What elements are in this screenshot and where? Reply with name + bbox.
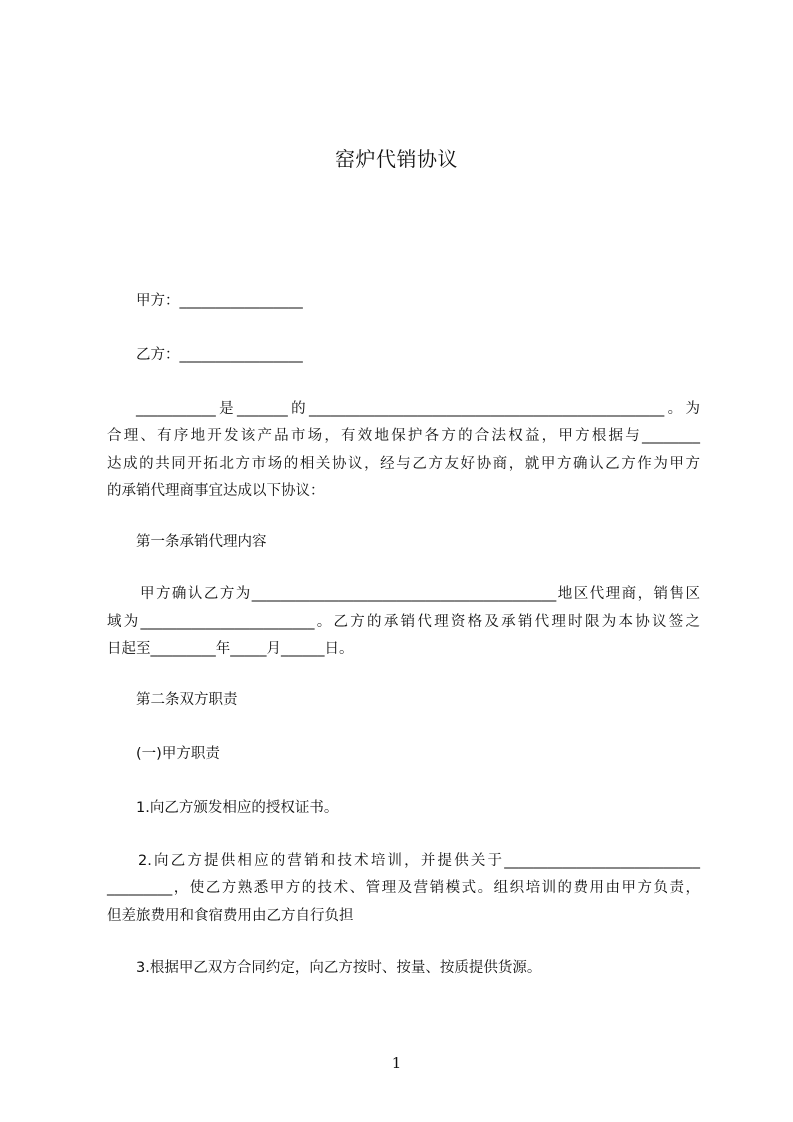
article1-heading: 第一条承销代理内容 xyxy=(136,534,267,550)
intro-line-1: ___________是_______的_________________________________________________。为 xyxy=(136,401,700,417)
article2-item2-line-3: 但差旅费用和食宿费用由乙方自行负担 xyxy=(107,908,354,924)
party-a-line: 甲方：_________________ xyxy=(136,293,303,309)
article2-heading: 第二条双方职责 xyxy=(136,692,238,708)
intro-line-4: 的承销代理商事宜达成以下协议： xyxy=(107,483,325,499)
article2-item1: 1.向乙方颁发相应的授权证书。 xyxy=(136,800,339,816)
article2-item2-line-1: 2.向乙方提供相应的营销和技术培训，并提供关于___________________________ xyxy=(138,853,700,869)
page-number: 1 xyxy=(391,1054,402,1072)
article1-line-1: 甲方确认乙方为__________________________________________地区代理商，销售区 xyxy=(140,586,700,602)
party-b-line: 乙方：_________________ xyxy=(136,347,303,363)
intro-line-3: 达成的共同开拓北方市场的相关协议，经与乙方友好协商，就甲方确认乙方作为甲方 xyxy=(107,456,700,472)
article1-line-3: 日起至_________年_____月______日。 xyxy=(107,641,354,657)
article2-item2-line-2: _________，使乙方熟悉甲方的技术、管理及营销模式。组织培训的费用由甲方负责， xyxy=(107,880,700,896)
article2-item3: 3.根据甲乙双方合同约定，向乙方按时、按量、按质提供货源。 xyxy=(136,960,542,976)
document-title: 窑炉代销协议 xyxy=(335,147,458,171)
article2-subheading: (一)甲方职责 xyxy=(136,746,220,762)
intro-line-2: 合理、有序地开发该产品市场，有效地保护各方的合法权益，甲方根据与________ xyxy=(107,428,700,444)
article1-line-2: 域为________________________。乙方的承销代理资格及承销代理时限为本协议签之 xyxy=(107,614,700,630)
